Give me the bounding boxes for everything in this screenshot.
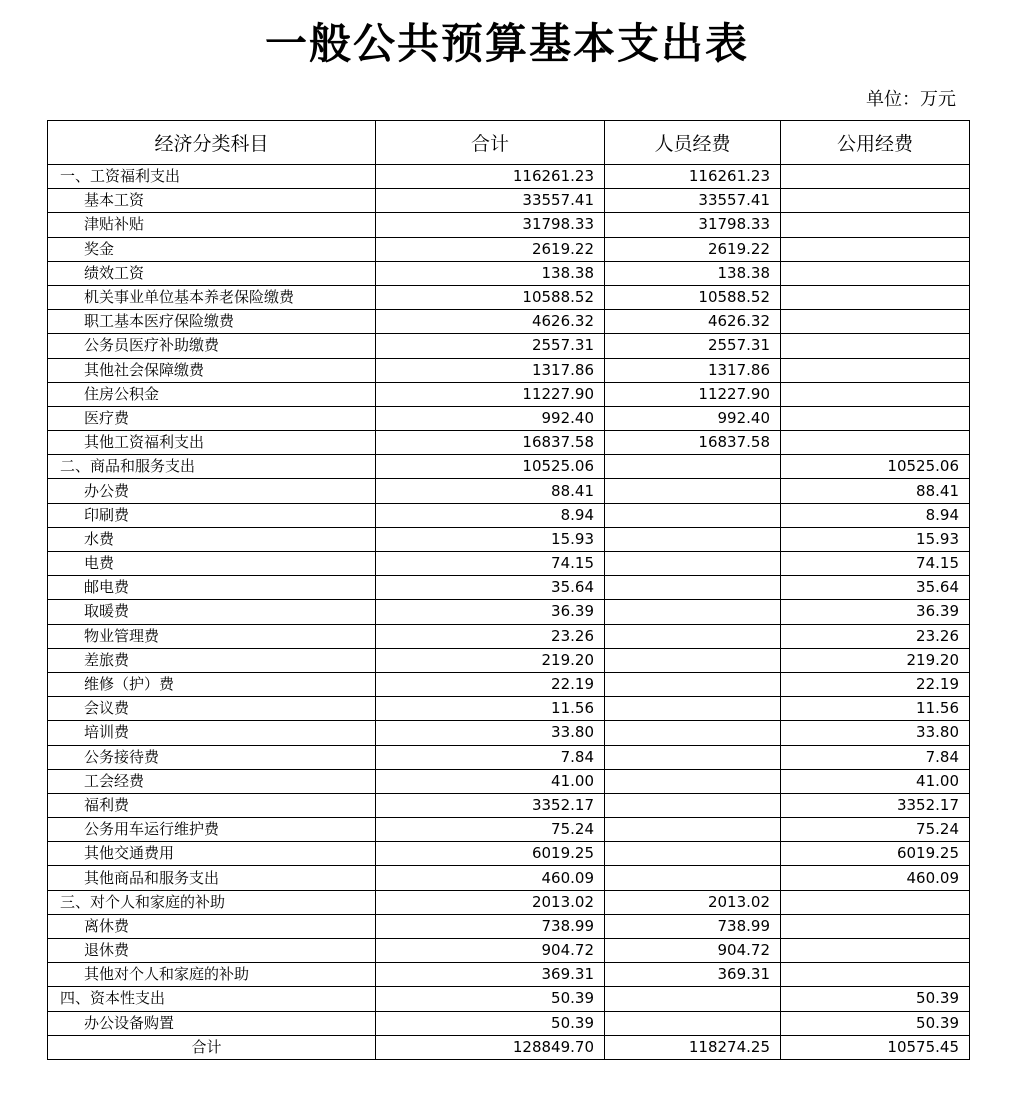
table-row [48, 624, 970, 648]
row-total-cell: 35.64 [376, 576, 605, 600]
row-personnel-cell [605, 793, 781, 817]
row-name-cell: 印刷费 [48, 503, 376, 527]
row-name-cell: 培训费 [48, 721, 376, 745]
row-name-cell: 差旅费 [48, 648, 376, 672]
row-public-cell [781, 382, 970, 406]
row-total-cell: 31798.33 [376, 213, 605, 237]
row-personnel-cell [605, 527, 781, 551]
row-name-cell: 职工基本医疗保险缴费 [48, 310, 376, 334]
page-title: 一般公共预算基本支出表 [264, 19, 749, 68]
row-public-cell: 10525.06 [781, 455, 970, 479]
row-total-cell: 11.56 [376, 697, 605, 721]
row-public-cell: 88.41 [781, 479, 970, 503]
row-name-cell: 维修（护）费 [48, 672, 376, 696]
total-row [48, 1035, 970, 1059]
table-header-row [48, 121, 970, 165]
table-row [48, 431, 970, 455]
row-name-cell: 绩效工资 [48, 261, 376, 285]
row-personnel-cell [605, 866, 781, 890]
row-total-cell: 128849.70 [376, 1035, 605, 1059]
row-name-cell: 其他工资福利支出 [48, 431, 376, 455]
row-name-cell: 基本工资 [48, 189, 376, 213]
row-public-cell: 41.00 [781, 769, 970, 793]
row-total-cell: 7.84 [376, 745, 605, 769]
row-name-cell: 离休费 [48, 914, 376, 938]
row-personnel-cell [605, 818, 781, 842]
row-personnel-cell [605, 503, 781, 527]
row-total-cell: 2013.02 [376, 890, 605, 914]
table-row [48, 503, 970, 527]
row-name-cell: 办公费 [48, 479, 376, 503]
table-row [48, 1011, 970, 1035]
row-public-cell [781, 285, 970, 309]
row-total-cell: 15.93 [376, 527, 605, 551]
table-row [48, 648, 970, 672]
row-public-cell: 50.39 [781, 987, 970, 1011]
row-personnel-cell [605, 987, 781, 1011]
row-total-cell: 50.39 [376, 1011, 605, 1035]
row-public-cell: 11.56 [781, 697, 970, 721]
table-row [48, 576, 970, 600]
row-personnel-cell [605, 1011, 781, 1035]
row-personnel-cell [605, 745, 781, 769]
row-name-cell: 其他交通费用 [48, 842, 376, 866]
row-name-cell: 其他商品和服务支出 [48, 866, 376, 890]
table-row [48, 866, 970, 890]
table-row [48, 237, 970, 261]
category-row [48, 165, 970, 189]
table-row [48, 818, 970, 842]
row-total-cell: 23.26 [376, 624, 605, 648]
row-personnel-cell: 4626.32 [605, 310, 781, 334]
row-total-cell: 4626.32 [376, 310, 605, 334]
table-row [48, 697, 970, 721]
row-name-cell: 物业管理费 [48, 624, 376, 648]
row-personnel-cell: 138.38 [605, 261, 781, 285]
row-total-cell: 8.94 [376, 503, 605, 527]
row-public-cell [781, 406, 970, 430]
row-personnel-cell: 738.99 [605, 914, 781, 938]
row-personnel-cell: 2013.02 [605, 890, 781, 914]
row-personnel-cell [605, 842, 781, 866]
row-name-cell: 会议费 [48, 697, 376, 721]
header-personnel: 人员经费 [605, 121, 781, 165]
row-public-cell: 23.26 [781, 624, 970, 648]
table-row [48, 285, 970, 309]
row-name-cell: 奖金 [48, 237, 376, 261]
row-name-cell: 邮电费 [48, 576, 376, 600]
row-public-cell: 3352.17 [781, 793, 970, 817]
table-body [48, 165, 970, 1060]
table-row [48, 842, 970, 866]
row-personnel-cell: 904.72 [605, 939, 781, 963]
row-personnel-cell: 10588.52 [605, 285, 781, 309]
row-name-cell: 工会经费 [48, 769, 376, 793]
row-name-cell: 公务员医疗补助缴费 [48, 334, 376, 358]
row-name-cell: 退休费 [48, 939, 376, 963]
category-row [48, 987, 970, 1011]
row-name-cell: 一、工资福利支出 [48, 165, 376, 189]
row-personnel-cell [605, 697, 781, 721]
row-personnel-cell [605, 600, 781, 624]
table-row [48, 914, 970, 938]
row-personnel-cell [605, 552, 781, 576]
header-public: 公用经费 [781, 121, 970, 165]
row-name-cell: 福利费 [48, 793, 376, 817]
row-personnel-cell: 11227.90 [605, 382, 781, 406]
row-personnel-cell: 1317.86 [605, 358, 781, 382]
row-public-cell [781, 213, 970, 237]
row-total-cell: 10525.06 [376, 455, 605, 479]
row-public-cell: 33.80 [781, 721, 970, 745]
row-name-cell: 三、对个人和家庭的补助 [48, 890, 376, 914]
row-total-cell: 88.41 [376, 479, 605, 503]
row-total-cell: 738.99 [376, 914, 605, 938]
row-total-cell: 41.00 [376, 769, 605, 793]
row-public-cell: 75.24 [781, 818, 970, 842]
header-category: 经济分类科目 [48, 121, 376, 165]
table-row [48, 939, 970, 963]
category-row [48, 455, 970, 479]
row-total-cell: 16837.58 [376, 431, 605, 455]
row-total-cell: 369.31 [376, 963, 605, 987]
row-personnel-cell [605, 455, 781, 479]
header-total: 合计 [376, 121, 605, 165]
row-public-cell: 10575.45 [781, 1035, 970, 1059]
row-total-cell: 22.19 [376, 672, 605, 696]
category-row [48, 890, 970, 914]
table-row [48, 527, 970, 551]
row-public-cell: 7.84 [781, 745, 970, 769]
table-row [48, 721, 970, 745]
row-public-cell: 35.64 [781, 576, 970, 600]
table-row [48, 213, 970, 237]
row-name-cell: 医疗费 [48, 406, 376, 430]
row-public-cell: 8.94 [781, 503, 970, 527]
table-row [48, 334, 970, 358]
table-row [48, 769, 970, 793]
row-name-cell: 取暖费 [48, 600, 376, 624]
table-row [48, 793, 970, 817]
table-row [48, 189, 970, 213]
row-public-cell: 15.93 [781, 527, 970, 551]
row-personnel-cell [605, 672, 781, 696]
row-total-cell: 50.39 [376, 987, 605, 1011]
row-public-cell: 36.39 [781, 600, 970, 624]
row-public-cell [781, 914, 970, 938]
row-name-cell: 办公设备购置 [48, 1011, 376, 1035]
row-personnel-cell: 992.40 [605, 406, 781, 430]
row-public-cell [781, 431, 970, 455]
row-public-cell [781, 189, 970, 213]
row-name-cell: 四、资本性支出 [48, 987, 376, 1011]
row-total-cell: 992.40 [376, 406, 605, 430]
row-public-cell [781, 963, 970, 987]
row-personnel-cell: 31798.33 [605, 213, 781, 237]
table-row [48, 310, 970, 334]
row-public-cell [781, 358, 970, 382]
table-row [48, 600, 970, 624]
row-personnel-cell [605, 769, 781, 793]
row-personnel-cell: 2557.31 [605, 334, 781, 358]
row-name-cell: 住房公积金 [48, 382, 376, 406]
row-name-cell: 其他对个人和家庭的补助 [48, 963, 376, 987]
row-total-cell: 6019.25 [376, 842, 605, 866]
row-personnel-cell [605, 721, 781, 745]
row-name-cell: 其他社会保障缴费 [48, 358, 376, 382]
row-personnel-cell: 369.31 [605, 963, 781, 987]
row-public-cell [781, 261, 970, 285]
row-public-cell: 74.15 [781, 552, 970, 576]
row-total-cell: 74.15 [376, 552, 605, 576]
row-total-cell: 460.09 [376, 866, 605, 890]
table-row [48, 963, 970, 987]
row-personnel-cell: 16837.58 [605, 431, 781, 455]
row-name-cell: 机关事业单位基本养老保险缴费 [48, 285, 376, 309]
row-total-cell: 2557.31 [376, 334, 605, 358]
budget-table [47, 120, 970, 1060]
row-total-cell: 33.80 [376, 721, 605, 745]
row-total-cell: 116261.23 [376, 165, 605, 189]
row-personnel-cell: 116261.23 [605, 165, 781, 189]
row-public-cell [781, 334, 970, 358]
row-public-cell: 22.19 [781, 672, 970, 696]
table-row [48, 745, 970, 769]
row-name-cell: 津贴补贴 [48, 213, 376, 237]
row-public-cell: 50.39 [781, 1011, 970, 1035]
table-row [48, 261, 970, 285]
table-row [48, 552, 970, 576]
row-total-cell: 33557.41 [376, 189, 605, 213]
row-personnel-cell [605, 624, 781, 648]
row-total-cell: 1317.86 [376, 358, 605, 382]
row-name-cell: 电费 [48, 552, 376, 576]
row-total-cell: 75.24 [376, 818, 605, 842]
row-personnel-cell: 118274.25 [605, 1035, 781, 1059]
table-row [48, 672, 970, 696]
row-personnel-cell: 33557.41 [605, 189, 781, 213]
row-personnel-cell [605, 479, 781, 503]
row-total-cell: 2619.22 [376, 237, 605, 261]
row-public-cell [781, 310, 970, 334]
row-public-cell [781, 237, 970, 261]
row-public-cell [781, 939, 970, 963]
row-total-cell: 3352.17 [376, 793, 605, 817]
table-row [48, 382, 970, 406]
row-total-cell: 138.38 [376, 261, 605, 285]
table-row [48, 406, 970, 430]
row-total-cell: 11227.90 [376, 382, 605, 406]
row-public-cell: 219.20 [781, 648, 970, 672]
row-total-cell: 904.72 [376, 939, 605, 963]
table-row [48, 358, 970, 382]
row-personnel-cell: 2619.22 [605, 237, 781, 261]
row-name-cell: 公务接待费 [48, 745, 376, 769]
row-personnel-cell [605, 648, 781, 672]
row-total-cell: 10588.52 [376, 285, 605, 309]
unit-label: 单位：万元 [866, 89, 956, 110]
row-public-cell [781, 890, 970, 914]
row-personnel-cell [605, 576, 781, 600]
row-name-cell: 二、商品和服务支出 [48, 455, 376, 479]
row-total-cell: 219.20 [376, 648, 605, 672]
row-public-cell: 6019.25 [781, 842, 970, 866]
table-row [48, 479, 970, 503]
row-name-cell: 公务用车运行维护费 [48, 818, 376, 842]
row-name-cell: 水费 [48, 527, 376, 551]
row-total-cell: 36.39 [376, 600, 605, 624]
row-public-cell: 460.09 [781, 866, 970, 890]
row-public-cell [781, 165, 970, 189]
row-name-cell: 合计 [48, 1035, 376, 1059]
